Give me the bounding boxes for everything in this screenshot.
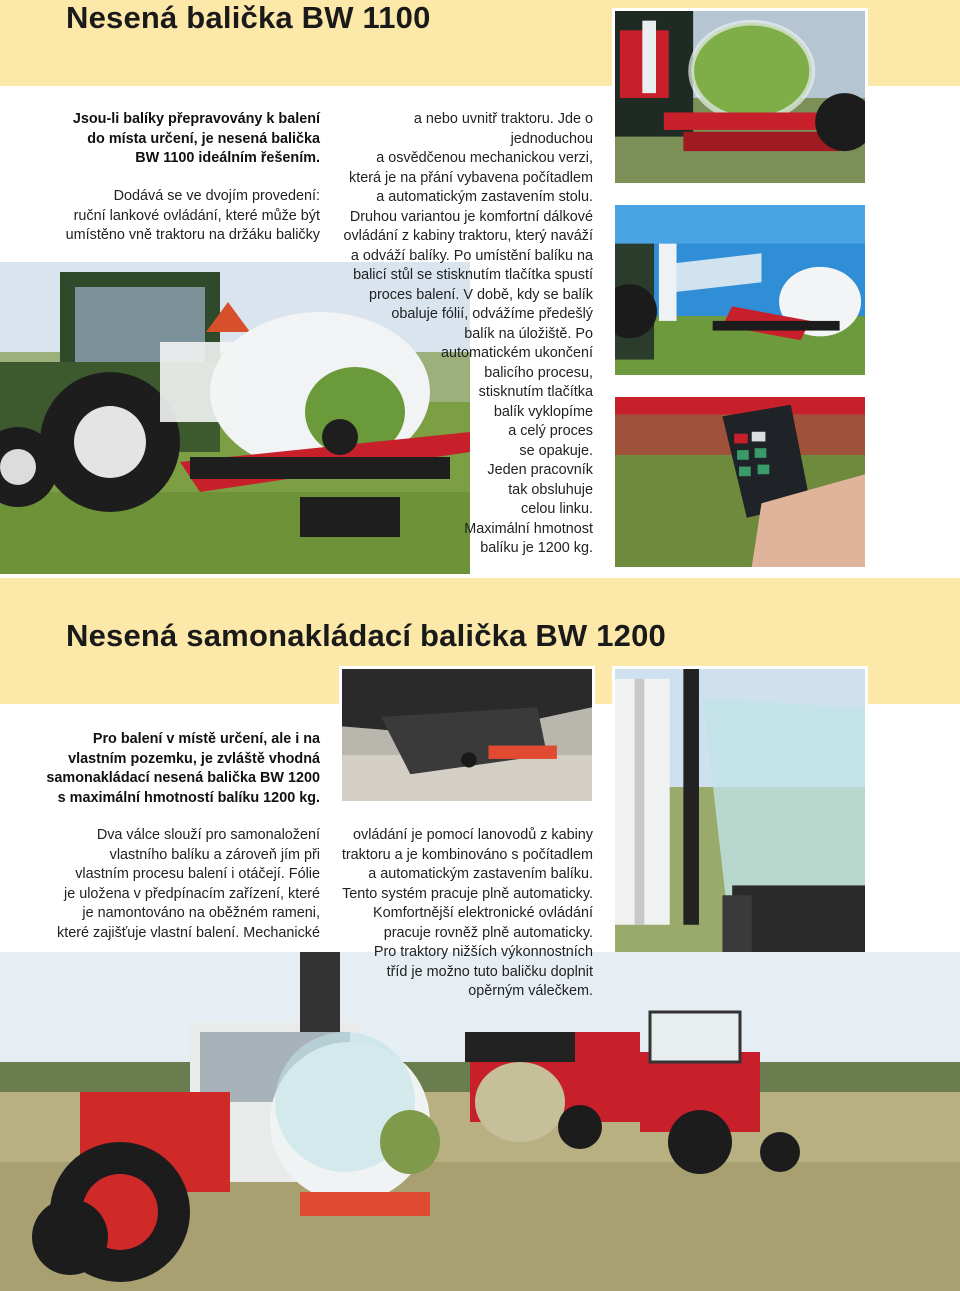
text-line: Pro balení v místě určení, ale i na xyxy=(92,731,320,747)
text-line: samonakládací nesená balička BW 1200 xyxy=(46,770,320,786)
text-line: Maximální hmotnost xyxy=(464,520,593,537)
text-line: která je na přání vybavena počítadlem xyxy=(349,169,593,186)
text-line: je namontováno na oběžném rameni, xyxy=(82,905,320,921)
section1-col2 xyxy=(333,110,593,559)
text-line: balík vyklopíme xyxy=(493,403,593,420)
text-line: je uložena v předpínacím zařízení, které xyxy=(64,885,320,902)
text-line: umístěno vně traktoru na držáku baličky xyxy=(65,227,320,243)
text-line: Pro traktory nižších výkonnostních xyxy=(373,944,593,960)
text-line: ruční lankové ovládání, které může být xyxy=(73,207,320,224)
text-line: pracuje rovněž plně automaticky. xyxy=(383,924,593,941)
text-line: s maximální hmotností balíku 1200 kg. xyxy=(57,789,320,806)
text-line: ovládání z kabiny traktoru, který naváží xyxy=(343,228,593,244)
section2-title: Nesená samonakládací balička BW 1200 xyxy=(66,618,666,653)
section2-col2 xyxy=(323,826,593,1002)
text-line: a celý proces xyxy=(508,423,593,439)
text-line: které zajišťuje vlastní balení. Mechanické xyxy=(57,924,320,941)
text-line: Dva válce slouží pro samonaložení xyxy=(96,827,320,843)
photo-bale-on-wrapper xyxy=(612,8,868,186)
text-line: Druhou variantou je komfortní dálkové xyxy=(349,208,593,225)
text-line: opěrným válečkem. xyxy=(468,983,593,999)
photo-remote-control xyxy=(612,394,868,570)
text-line: obaluje fólií, odvážíme předešlý xyxy=(391,306,593,322)
text-line: se opakuje. xyxy=(519,442,593,459)
text-line: Tento systém pracuje plně automaticky. xyxy=(342,885,593,902)
text-line: stisknutím tlačítka xyxy=(478,384,593,400)
text-line: balicího procesu, xyxy=(484,364,593,381)
text-line: a automatickým zastavením balíku. xyxy=(368,866,593,882)
text-line: proces balení. V době, kdy se balík xyxy=(369,286,593,303)
text-line: traktoru a je kombinováno s počítadlem xyxy=(341,846,593,863)
section1-title: Nesená balička BW 1100 xyxy=(66,0,431,35)
text-line: BW 1100 ideálním řešením. xyxy=(135,150,320,166)
text-line: balíku je 1200 kg. xyxy=(480,540,593,556)
text-line: tak obsluhuje xyxy=(508,481,593,498)
text-line: Jeden pracovník xyxy=(487,462,593,478)
text-line: automatickém ukončení xyxy=(441,345,593,361)
text-line: a osvědčenou mechanickou verzi, xyxy=(376,150,593,166)
section1-lead xyxy=(60,110,320,169)
photo-wrapping-process xyxy=(612,202,868,378)
section2-col1 xyxy=(40,826,320,943)
text-line: ovládání je pomocí lanovodů z kabiny xyxy=(353,827,593,843)
text-line: a nebo uvnitř traktoru. Jde o jednoduchou xyxy=(413,111,593,147)
text-line: vlastního balíku a zároveň jím při xyxy=(109,846,320,863)
text-line: Jsou-li balíky přepravovány k balení xyxy=(72,111,320,127)
text-line: a odváží balíky. Po umístění balíku na xyxy=(350,247,593,264)
text-line: tříd je možno tuto baličku doplnit xyxy=(386,963,593,980)
text-line: Komfortnější elektronické ovládání xyxy=(373,905,593,921)
section1-col1 xyxy=(40,187,320,246)
text-line: do místa určení, je nesená balička xyxy=(87,130,320,147)
text-line: vlastním pozemku, je zvláště vhodná xyxy=(68,750,320,767)
photo-loading-arm xyxy=(339,666,595,804)
section2-lead xyxy=(40,730,320,808)
text-line: a automatickým zastavením stolu. xyxy=(376,189,593,205)
text-line: balík na úložiště. Po xyxy=(464,325,593,342)
text-line: Dodává se ve dvojím provedení: xyxy=(113,188,320,204)
text-line: celou linku. xyxy=(521,501,593,517)
photo-field-tractors xyxy=(0,952,960,1291)
text-line: vlastním procesu balení i otáčejí. Fólie xyxy=(75,866,320,882)
text-line: balicí stůl se stisknutím tlačítka spustí xyxy=(353,267,593,283)
